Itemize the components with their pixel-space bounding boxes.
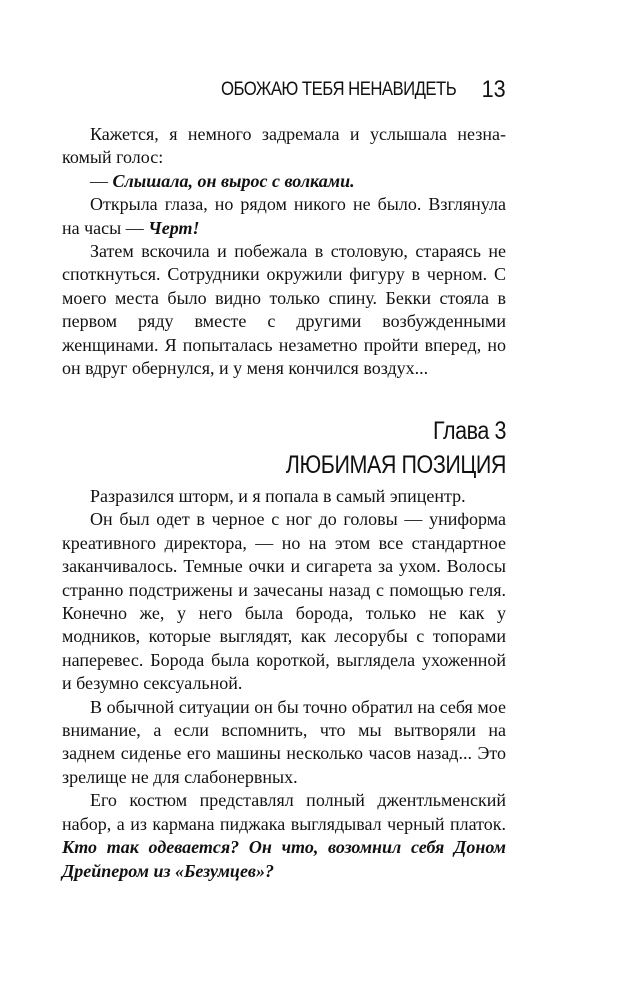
- paragraph-text: Его костюм представлял полный джентльменский набор, а из кармана пиджака выглядывал черный платок.: [62, 790, 506, 834]
- paragraph: Разразился шторм, и я попала в самый эпицентр.: [90, 486, 466, 506]
- paragraph: [62, 193, 506, 240]
- dialogue-dash: —: [90, 170, 113, 191]
- chapter-heading: [62, 414, 506, 482]
- italic-exclamation: Черт!: [148, 217, 200, 238]
- text-section-2: [62, 485, 506, 883]
- paragraph: Он был одет в черное с ног до головы — униформа креативного директора, — но на этом все стандартное заканчивалось. Темные очки и сигарета за ухом. Волосы странно подстрижены и зачесаны назад с помощью геля. Конечно же, у него была борода, только не как у модников, которые выглядят, как лесорубы с топорами наперевес. Борода была короткой, выглядела ухоженной и безумно сексуальной.: [62, 509, 506, 694]
- paragraph: В обычной ситуации он бы точно обратил на себя мое внимание, а если вспомнить, что мы вытворяли на заднем сиденье его машины несколько часов назад... Это зрелище не для слабонервных.: [62, 696, 506, 787]
- text-section-1: [62, 123, 506, 380]
- running-header: [60, 76, 506, 106]
- italic-dialogue: Слышала, он вырос с волками.: [112, 170, 355, 191]
- paragraph-text: Открыла глаза, но рядом никого не было. Взглянула на часы —: [62, 194, 506, 238]
- book-title: ОБОЖАЮ ТЕБЯ НЕНАВИДЕТЬ: [220, 79, 456, 100]
- dialogue-paragraph: [62, 170, 506, 193]
- paragraph: Кажется, я немного задремала и услышала незнакомый голос:: [62, 124, 506, 168]
- page-number: 13: [481, 76, 506, 103]
- chapter-number: Глава 3: [432, 417, 506, 445]
- italic-thought: Кто так одевается? Он что, возомнил себя Доном Дрейпером из «Безумцев»?: [62, 837, 506, 881]
- paragraph: [62, 789, 506, 883]
- paragraph: Затем вскочила и побежала в столовую, стараясь не споткнуться. Сотрудники окружили фигуру в черном. С моего места было видно только спину. Бекки стояла в первом ряду вместе с другими возбужденными женщинами. Я попыталась незаметно пройти вперед, но он вдруг обернулся, и у меня кончился воздух...: [62, 241, 506, 379]
- chapter-title: ЛЮБИМАЯ ПОЗИЦИЯ: [285, 451, 506, 479]
